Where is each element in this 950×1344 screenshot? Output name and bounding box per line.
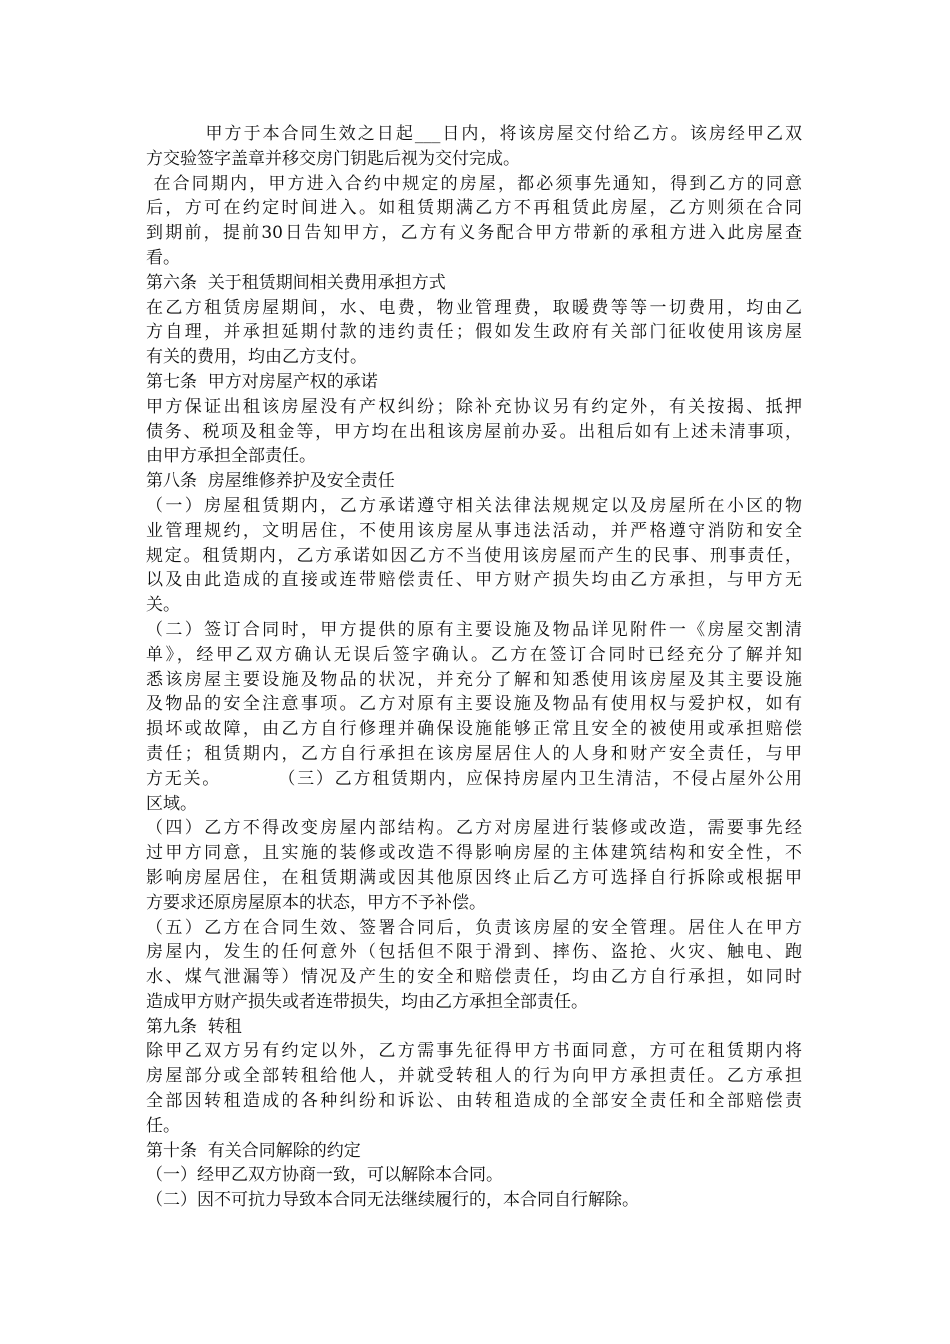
- paragraph-line: 水、煤气泄漏等）情况及产生的安全和赔偿责任，均由乙方自行承担，如同时: [146, 967, 802, 988]
- paragraph-line: （一）经甲乙双方协商一致，可以解除本合同。: [146, 1165, 503, 1186]
- section-heading: 第十条 有关合同解除的约定: [146, 1140, 361, 1161]
- section-heading: 第七条 甲方对房屋产权的承诺: [146, 371, 378, 392]
- section-heading: 第八条 房屋维修养护及安全责任: [146, 471, 395, 492]
- paragraph-line: 任。: [146, 1115, 180, 1136]
- paragraph-line: 关。: [146, 595, 180, 616]
- paragraph-line: 后，方可在约定时间进入。如租赁期满乙方不再租赁此房屋，乙方则须在合同: [146, 198, 802, 219]
- paragraph-line: 甲方于本合同生效之日起___日内，将该房屋交付给乙方。该房经甲乙双: [146, 124, 802, 144]
- paragraph-line: 房屋内，发生的任何意外（包括但不限于滑到、摔伤、盗抢、火灾、触电、跑: [146, 942, 802, 963]
- paragraph-line: 由甲方承担全部责任。: [146, 446, 316, 467]
- section-heading: 第九条 转租: [146, 1016, 242, 1037]
- paragraph-line: 影响房屋居住，在租赁期满或因其他原因终止后乙方可选择自行拆除或根据甲: [146, 867, 802, 888]
- paragraph-line: 房屋部分或全部转租给他人，并就受转租人的行为向甲方承担责任。乙方承担: [146, 1066, 802, 1087]
- paragraph-line: 在合同期内，甲方进入合约中规定的房屋，都必须事先通知，得到乙方的同意: [146, 173, 802, 194]
- paragraph-line: 方要求还原房屋原本的状态，甲方不予补偿。: [146, 892, 486, 913]
- paragraph-line: 在乙方租赁房屋期间，水、电费，物业管理费，取暖费等等一切费用，均由乙: [146, 297, 802, 318]
- paragraph-line: 业管理规约，文明居住，不使用该房屋从事违法活动，并严格遵守消防和安全: [146, 520, 802, 541]
- paragraph-line: 除甲乙双方另有约定以外，乙方需事先征得甲方书面同意，方可在租赁期内将: [146, 1041, 802, 1062]
- paragraph-line: 单》，经甲乙双方确认无误后签字确认。乙方在签订合同时已经充分了解并知: [146, 644, 802, 665]
- paragraph-line: （二）因不可抗力导致本合同无法继续履行的，本合同自行解除。: [146, 1190, 639, 1211]
- paragraph-line: 到期前，提前30日告知甲方，乙方有义务配合甲方带新的承租方进入此房屋查: [146, 223, 802, 244]
- paragraph-line: 规定。租赁期内，乙方承诺如因乙方不当使用该房屋而产生的民事、刑事责任，: [146, 545, 802, 566]
- paragraph-line: 及物品的安全注意事项。乙方对原有主要设施及物品有使用权与爱护权，如有: [146, 694, 802, 715]
- paragraph-line: （二）签订合同时，甲方提供的原有主要设施及物品详见附件一《房屋交割清: [146, 619, 802, 640]
- paragraph-line: 看。: [146, 247, 180, 268]
- paragraph-line: （四）乙方不得改变房屋内部结构。乙方对房屋进行装修或改造，需要事先经: [146, 818, 802, 839]
- paragraph-line: 过甲方同意，且实施的装修或改造不得影响房屋的主体建筑结构和安全性，不: [146, 843, 802, 864]
- paragraph-line: 损坏或故障，由乙方自行修理并确保设施能够正常且安全的被使用或承担赔偿: [146, 719, 802, 740]
- paragraph-line: 方无关。 （三）乙方租赁期内，应保持房屋内卫生清洁，不侵占屋外公用: [146, 768, 802, 789]
- paragraph-line: （五）乙方在合同生效、签署合同后，负责该房屋的安全管理。居住人在甲方: [146, 917, 802, 938]
- paragraph-line: 悉该房屋主要设施及物品的状况，并充分了解和知悉使用该房屋及其主要设施: [146, 669, 802, 690]
- paragraph-line: 有关的费用，均由乙方支付。: [146, 347, 367, 368]
- paragraph-line: 方自理，并承担延期付款的违约责任；假如发生政府有关部门征收使用该房屋: [146, 322, 802, 343]
- paragraph-line: 造成甲方财产损失或者连带损失，均由乙方承担全部责任。: [146, 991, 588, 1012]
- paragraph-line: 全部因转租造成的各种纠纷和诉讼、由转租造成的全部安全责任和全部赔偿责: [146, 1091, 802, 1112]
- paragraph-line: 责任；租赁期内，乙方自行承担在该房屋居住人的人身和财产安全责任，与甲: [146, 743, 802, 764]
- paragraph-line: 区域。: [146, 793, 197, 814]
- contract-page: [146, 122, 802, 1213]
- section-heading: 第六条 关于租赁期间相关费用承担方式: [146, 272, 446, 293]
- paragraph-line: 以及由此造成的直接或连带赔偿责任、甲方财产损失均由乙方承担，与甲方无: [146, 570, 802, 591]
- paragraph-line: （一）房屋租赁期内，乙方承诺遵守相关法律法规规定以及房屋所在小区的物: [146, 495, 802, 516]
- paragraph-line: 方交验签字盖章并移交房门钥匙后视为交付完成。: [146, 148, 520, 169]
- paragraph-line: 甲方保证出租该房屋没有产权纠纷；除补充协议另有约定外，有关按揭、抵押: [146, 396, 802, 417]
- paragraph-line: 债务、税项及租金等，甲方均在出租该房屋前办妥。出租后如有上述未清事项，: [146, 421, 802, 442]
